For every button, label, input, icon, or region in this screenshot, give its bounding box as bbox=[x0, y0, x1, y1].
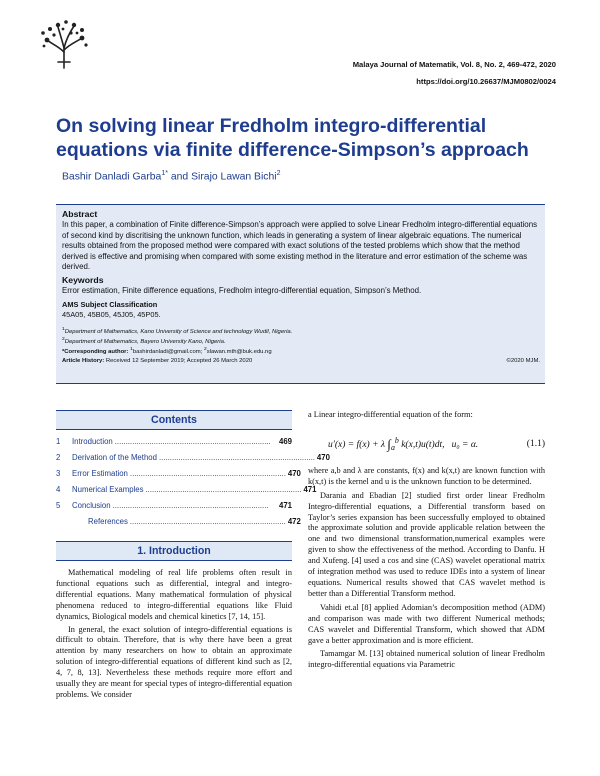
abstract-heading: Abstract bbox=[62, 209, 98, 219]
equation-expression bbox=[308, 436, 478, 454]
integral-sign-icon: ∫ bbox=[387, 436, 391, 452]
equation-lhs: u′(x) = f(x) + λ bbox=[328, 440, 385, 451]
toc-leader: ........................................................................ bbox=[158, 453, 315, 462]
journal-citation: Malaya Journal of Matematik, Vol. 8, No. 2, 469-472, 2020 bbox=[352, 60, 556, 69]
corresponding-label: *Corresponding author: bbox=[62, 349, 129, 356]
toc-page: 471 bbox=[278, 501, 292, 510]
toc-number: 1 bbox=[56, 437, 61, 446]
toc-page: 470 bbox=[287, 469, 301, 478]
toc-label: Error Estimation bbox=[72, 469, 128, 478]
author-name: Bashir Danladi Garba bbox=[62, 171, 162, 183]
copyright: ©2020 MJM. bbox=[506, 357, 540, 364]
article-history bbox=[62, 357, 540, 365]
toc-leader: ........................................................................ bbox=[129, 517, 286, 526]
toc-number: 2 bbox=[56, 453, 61, 462]
toc-leader: ........................................................................ bbox=[114, 437, 271, 446]
toc-label: Derivation of the Method bbox=[72, 453, 157, 462]
abstract-text: In this paper, a combination of Finite difference-Simpson’s approach were applied to solve Linear Fredholm integro-differential equations of second kind by discritising the unknown function, which leads in generating a system of linear algebraic equations. The numerical results obtained from the proposed method were compared with exact solutions of the tested problems which show that the method derived is effective and promising when compared with some existing method in the literature and error estimation of the scheme was derived. bbox=[62, 220, 538, 271]
affiliation-text: Department of Mathematics, Bayero University Kano, Nigeria. bbox=[64, 339, 226, 346]
affiliation-mark: 1 bbox=[62, 327, 65, 332]
vahidi-paragraph: Vahidi et.al [8] applied Adomian’s decomposition method (ADM) and comparison was made with two different Numerical methods; CAS wavelet and Differential Transform, which showed that ADM gave a better approximation and is more efficient. bbox=[308, 602, 545, 645]
contents-heading: Contents bbox=[56, 410, 292, 430]
toc-label: Conclusion bbox=[72, 501, 111, 510]
toc-number: 3 bbox=[56, 469, 61, 478]
author-superscript: 2 bbox=[276, 170, 281, 177]
ams-heading: AMS Subject Classification bbox=[62, 300, 158, 309]
affiliation-text: Department of Mathematics, Kano University of Science and technology Wudil, Nigeria. bbox=[64, 328, 293, 335]
abstract-box bbox=[56, 204, 545, 384]
toc-label: Introduction bbox=[72, 437, 113, 446]
toc-page: 471 bbox=[303, 485, 317, 494]
toc-item-introduction[interactable] bbox=[56, 434, 292, 450]
tamamgar-paragraph: Tamamgar M. [13] obtained numerical solution of linear Fredholm integro-differential equations via Parametric bbox=[308, 649, 545, 670]
equation-integrand: k(x,t)u(t)dt, bbox=[401, 440, 445, 451]
table-of-contents bbox=[56, 434, 330, 530]
history-label: Article History: bbox=[62, 357, 105, 364]
toc-page: 472 bbox=[287, 517, 301, 526]
intro-paragraph-1: Mathematical modeling of real life problems often result in functional equations such as differential, integral and integro-differential equations. Many mathematical formulation of physical phenomena reduced to integro-differential equations like Fluid dynamics, Biological models and chemical kinetics [7, 14, 15]. bbox=[56, 568, 292, 621]
toc-leader: ........................................................................ bbox=[129, 469, 286, 478]
equation-number: (1.1) bbox=[526, 439, 545, 450]
section-heading-introduction: 1. Introduction bbox=[56, 541, 292, 561]
equation-lead-in: a Linear integro-differential equation of the form: bbox=[308, 410, 473, 419]
email-mark: 2 bbox=[203, 347, 207, 353]
keywords-heading: Keywords bbox=[62, 274, 104, 285]
ams-codes: 45A05, 45B05, 45J05, 45P05. bbox=[62, 310, 161, 319]
toc-item-error-estimation[interactable] bbox=[56, 466, 301, 482]
equation-1-1 bbox=[308, 424, 545, 466]
intro-paragraph-2: In general, the exact solution of integro-differential equations is difficult to obtain. Therefore, that is why there have been a great attention by many researchers on how to obtain an approximate solution of integro-differential equations of different kind such as [2, 4, 7, 8, 13]. Nevertheless these methods require more effort and usually they are meant for special types of integro-differential equation problems. We consider bbox=[56, 624, 292, 699]
journal-logo-tree-icon bbox=[38, 18, 90, 70]
integral-upper-limit: b bbox=[394, 435, 399, 445]
author-joiner: and bbox=[167, 171, 192, 183]
doi-link[interactable]: https://doi.org/10.26637/MJM0802/0024 bbox=[416, 77, 556, 86]
left-column-body bbox=[56, 568, 292, 703]
toc-page: 469 bbox=[278, 437, 292, 446]
author-list bbox=[62, 170, 280, 182]
equation-initial-condition: u₀ = α. bbox=[451, 440, 479, 451]
toc-page: 470 bbox=[316, 453, 330, 462]
affiliation-mark: 2 bbox=[62, 337, 65, 343]
history-text: Received 12 September 2019; Accepted 26 March 2020 bbox=[105, 357, 253, 364]
keywords-text: Error estimation, Finite difference equations, Fredholm integro-differential equation, Simpson’s Method. bbox=[62, 285, 422, 295]
email-1[interactable]: bashirdanladi@gmail.com; bbox=[132, 349, 203, 356]
toc-leader: ........................................................................ bbox=[112, 501, 269, 510]
affiliation-1 bbox=[62, 326, 540, 336]
toc-item-numerical-examples[interactable] bbox=[56, 482, 317, 498]
toc-item-references[interactable] bbox=[56, 514, 301, 530]
author-superscript: 1* bbox=[161, 170, 168, 177]
where-paragraph: where a,b and λ are constants, f(x) and k(x,t) are known function with k(x,t) is the kernel and u is the unknown function to be determined. bbox=[308, 465, 545, 486]
toc-label: References bbox=[88, 517, 128, 526]
toc-label: Numerical Examples bbox=[72, 485, 144, 494]
author-name: Sirajo Lawan Bichi bbox=[191, 171, 277, 183]
article-title: On solving linear Fredholm integro-differential equations via finite difference-Simpson’s approach bbox=[56, 115, 529, 161]
email-mark: 1 bbox=[130, 347, 133, 353]
affiliation-2 bbox=[62, 336, 540, 346]
darania-paragraph: Darania and Ebadian [2] studied first order linear Fredholm Integro-differential equations, a Differential transform based on Taylor’s series expansion has been successfully employed to obtained the approximate solution and provide applicable relation between the one and two dimensional transformation,numerical examples were given to show the effectiveness of the method. According to Danfu. H and Xufeng. [4] used a cos and sine (CAS) wavelet operational matrix of integration method was used to reduce IDEs into a system of linear equations. Numerical results showed that CAS wavelet method is better than a Differential Transform method. bbox=[308, 490, 545, 598]
toc-item-conclusion[interactable] bbox=[56, 498, 292, 514]
toc-number: 4 bbox=[56, 485, 61, 494]
right-column-body bbox=[308, 410, 545, 674]
integral-lower-limit: a bbox=[390, 442, 395, 452]
toc-number: 5 bbox=[56, 501, 61, 510]
corresponding-author bbox=[62, 346, 540, 356]
toc-leader: ........................................................................ bbox=[145, 485, 302, 494]
email-2[interactable]: slawan.mth@buk.edu.ng bbox=[206, 349, 272, 356]
toc-item-derivation[interactable] bbox=[56, 450, 330, 466]
